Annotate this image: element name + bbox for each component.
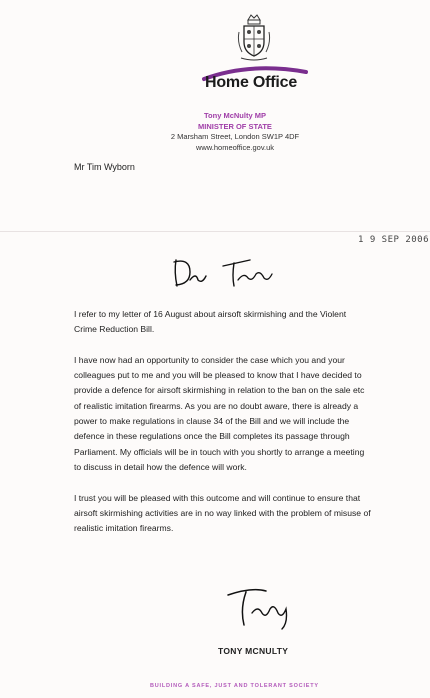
body-line: I refer to my letter of 16 August about airsoft skirmishing and the Violent bbox=[74, 309, 347, 319]
body-line: colleagues put to me and you will be pleased to know that I have decided to bbox=[74, 370, 362, 381]
date-stamp: 1 9 SEP 2006 bbox=[358, 235, 430, 245]
body-line: Crime Reduction Bill. bbox=[74, 324, 155, 335]
recipient-name: Mr Tim Wyborn bbox=[74, 162, 135, 172]
sender-address: 2 Marsham Street, London SW1P 4DF bbox=[170, 132, 300, 141]
body-line: airsoft skirmishing activities are in no way linked with the problem of misuse of bbox=[74, 507, 371, 518]
body-line: defence in these regulations once the Bill completes its passage through bbox=[74, 431, 350, 442]
body-line: of realistic imitation firearms. As you are no doubt aware, there is already a bbox=[74, 400, 359, 411]
sender-website: www.homeoffice.gov.uk bbox=[195, 142, 275, 152]
handwritten-greeting bbox=[168, 252, 278, 292]
body-line: provide a defence for airsoft skirmishing in relation to the ban on the sale etc bbox=[74, 385, 365, 396]
letter-body bbox=[74, 307, 430, 552]
sender-name: Tony McNulty MP bbox=[204, 111, 266, 120]
handwritten-signature bbox=[222, 583, 312, 631]
body-line: I have now had an opportunity to consider the case which you and your bbox=[74, 354, 345, 365]
body-line: I trust you will be pleased with this outcome and will continue to ensure that bbox=[74, 492, 361, 503]
paragraph-3 bbox=[74, 491, 430, 537]
fold-line bbox=[0, 231, 430, 232]
paragraph-1 bbox=[74, 307, 430, 338]
organisation-name: Home Office bbox=[205, 74, 298, 91]
sender-block bbox=[168, 111, 302, 153]
sender-title: MINISTER OF STATE bbox=[198, 121, 272, 131]
signatory-name: TONY MCNULTY bbox=[218, 646, 289, 656]
body-line: Parliament. My officials will be in touch with you shortly to arrange a meeting bbox=[74, 446, 365, 457]
body-line: realistic imitation firearms. bbox=[74, 523, 174, 534]
paragraph-2 bbox=[74, 353, 430, 475]
body-line: power to make regulations in clause 34 of the Bill and we will include the bbox=[74, 416, 350, 427]
body-line: to discuss in detail how the defence will work. bbox=[74, 461, 247, 472]
footer-strapline: BUILDING A SAFE, JUST AND TOLERANT SOCIETY bbox=[150, 683, 319, 689]
royal-crest-icon bbox=[237, 12, 271, 62]
